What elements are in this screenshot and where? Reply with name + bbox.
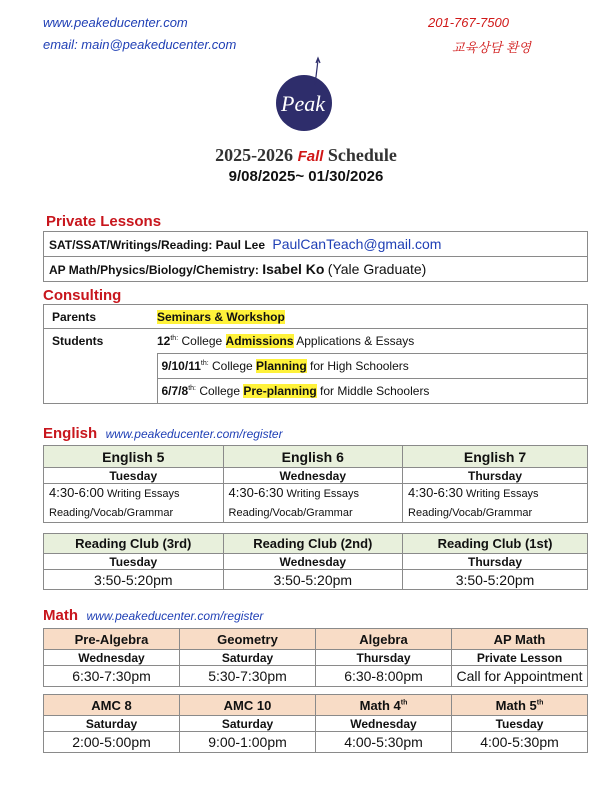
- math-class-name: [44, 695, 180, 716]
- peak-logo: [273, 55, 335, 135]
- english-title: English: [43, 425, 98, 442]
- english-class-day: Thursday: [403, 468, 588, 484]
- math-class-name: [180, 695, 316, 716]
- math-class-time: 5:30-7:30pm: [180, 666, 316, 687]
- consulting-student-row-2: [157, 354, 588, 379]
- cell-text: College: [208, 359, 257, 373]
- cell-text: AMC 10: [223, 697, 272, 713]
- math-class-time: 4:00-5:30pm: [452, 732, 588, 753]
- consulting-parents-value: Seminars & Workshop: [157, 309, 285, 324]
- reading-club-time: 3:50-5:20pm: [403, 570, 588, 590]
- superscript-suffix: th:: [200, 360, 209, 367]
- consulting-empty-cell: [44, 354, 158, 379]
- math-class-time: 6:30-7:30pm: [44, 666, 180, 687]
- math-title: Math: [43, 607, 78, 624]
- cell-text: Reading/Vocab/Grammar: [408, 507, 533, 519]
- math-class-day: Wednesday: [44, 650, 180, 666]
- cell-text: 4:30-6:00: [49, 485, 104, 500]
- consulting-title: Consulting: [43, 287, 122, 304]
- cell-text: for Middle Schoolers: [316, 384, 430, 398]
- reading-club-name: Reading Club (1st): [403, 534, 588, 554]
- reading-club-day: Thursday: [403, 554, 588, 570]
- superscript-suffix: th: [400, 699, 408, 707]
- math-class-day: Private Lesson: [452, 650, 588, 666]
- math-class-name: AP Math: [452, 629, 588, 650]
- reading-club-name: Reading Club (3rd): [44, 534, 224, 554]
- cell-text: Math 4: [359, 697, 401, 713]
- cell-text: Writing Essays: [103, 488, 180, 500]
- logo-text: Peak: [281, 91, 325, 116]
- english-heading: [43, 425, 283, 443]
- private-teacher-note: (Yale Graduate): [327, 261, 427, 277]
- math-classes-table-1: [43, 628, 588, 687]
- math-class-day: Saturday: [180, 650, 316, 666]
- title-season: Fall: [297, 148, 324, 165]
- title-year: 2025-2026: [215, 145, 294, 165]
- page-title: [0, 145, 612, 166]
- cell-text: 4:30-6:30: [228, 485, 284, 500]
- cell-text: for High Schoolers: [306, 359, 409, 373]
- private-row-2: [44, 257, 588, 282]
- math-heading: [43, 607, 263, 625]
- english-class-day: Wednesday: [223, 468, 403, 484]
- math-class-time: 9:00-1:00pm: [180, 732, 316, 753]
- cell-text: Writing Essays: [283, 488, 360, 500]
- consulting-students-label: Students: [44, 329, 158, 354]
- math-class-name: [452, 695, 588, 716]
- cell-text: College: [178, 334, 226, 348]
- cell-text: 6/7/8: [161, 384, 189, 398]
- math-class-day: Wednesday: [316, 716, 452, 732]
- reading-club-table: [43, 533, 588, 590]
- private-teacher-name: Isabel Ko: [262, 261, 325, 277]
- math-class-name: Pre-Algebra: [44, 629, 180, 650]
- superscript-suffix: th: [536, 699, 544, 707]
- math-class-day: Tuesday: [452, 716, 588, 732]
- superscript-suffix: th:: [170, 335, 179, 342]
- cell-text: Applications & Essays: [293, 334, 415, 348]
- cell-text: Admissions: [225, 334, 294, 348]
- consulting-empty-cell: [44, 379, 158, 404]
- consulting-parents-cell: [157, 305, 588, 329]
- website-link[interactable]: www.peakeducenter.com: [43, 15, 188, 30]
- english-class-details: [223, 484, 403, 523]
- english-class-name: English 6: [223, 446, 403, 468]
- cell-text: College: [196, 384, 244, 398]
- math-class-name: Geometry: [180, 629, 316, 650]
- email-link[interactable]: email: main@peakeducenter.com: [43, 37, 237, 52]
- phone-number: 201-767-7500: [428, 15, 509, 30]
- math-register-link[interactable]: www.peakeducenter.com/register: [86, 609, 264, 623]
- cell-text: Pre-planning: [243, 384, 317, 398]
- math-class-day: Thursday: [316, 650, 452, 666]
- english-classes-table: [43, 445, 588, 523]
- math-class-day: Saturday: [180, 716, 316, 732]
- math-classes-table-2: [43, 694, 588, 753]
- private-lessons-table: [43, 231, 588, 282]
- title-word: Schedule: [327, 145, 397, 165]
- consulting-table: [43, 304, 588, 404]
- consult-welcome: 교육상담 환영: [452, 40, 531, 55]
- consulting-student-row-3: [157, 379, 588, 404]
- reading-club-time: 3:50-5:20pm: [44, 570, 224, 590]
- math-class-time: 4:00-5:30pm: [316, 732, 452, 753]
- math-class-time: Call for Appointment: [452, 666, 588, 687]
- reading-club-day: Tuesday: [44, 554, 224, 570]
- cell-text: Reading/Vocab/Grammar: [49, 507, 174, 519]
- cell-text: Writing Essays: [462, 488, 539, 500]
- private-label-1: SAT/SSAT/Writings/Reading: Paul Lee: [49, 238, 266, 252]
- cell-text: 12: [157, 334, 171, 348]
- math-class-time: 2:00-5:00pm: [44, 732, 180, 753]
- cell-text: Math 5: [495, 697, 537, 713]
- cell-text: Planning: [256, 359, 307, 373]
- english-class-details: [44, 484, 224, 523]
- math-class-day: Saturday: [44, 716, 180, 732]
- superscript-suffix: th:: [188, 385, 196, 392]
- reading-club-name: Reading Club (2nd): [223, 534, 403, 554]
- english-register-link[interactable]: www.peakeducenter.com/register: [105, 427, 283, 441]
- private-contact-email[interactable]: PaulCanTeach@gmail.com: [272, 236, 442, 252]
- consulting-student-row-1: [157, 329, 588, 354]
- reading-club-day: Wednesday: [223, 554, 403, 570]
- private-lessons-title: Private Lessons: [46, 213, 162, 230]
- cell-text: 9/10/11: [161, 359, 201, 373]
- math-class-name: Algebra: [316, 629, 452, 650]
- private-label-2: AP Math/Physics/Biology/Chemistry:: [49, 263, 259, 277]
- private-row-1: [44, 232, 588, 257]
- schedule-dates: 9/08/2025~ 01/30/2026: [228, 168, 384, 185]
- english-class-name: English 5: [44, 446, 224, 468]
- cell-text: AMC 8: [91, 697, 132, 713]
- english-class-day: Tuesday: [44, 468, 224, 484]
- reading-club-time: 3:50-5:20pm: [223, 570, 403, 590]
- english-class-name: English 7: [403, 446, 588, 468]
- cell-text: Reading/Vocab/Grammar: [228, 507, 353, 519]
- math-class-name: [316, 695, 452, 716]
- cell-text: 4:30-6:30: [408, 485, 463, 500]
- math-class-time: 6:30-8:00pm: [316, 666, 452, 687]
- consulting-parents-label: Parents: [44, 305, 158, 329]
- english-class-details: [403, 484, 588, 523]
